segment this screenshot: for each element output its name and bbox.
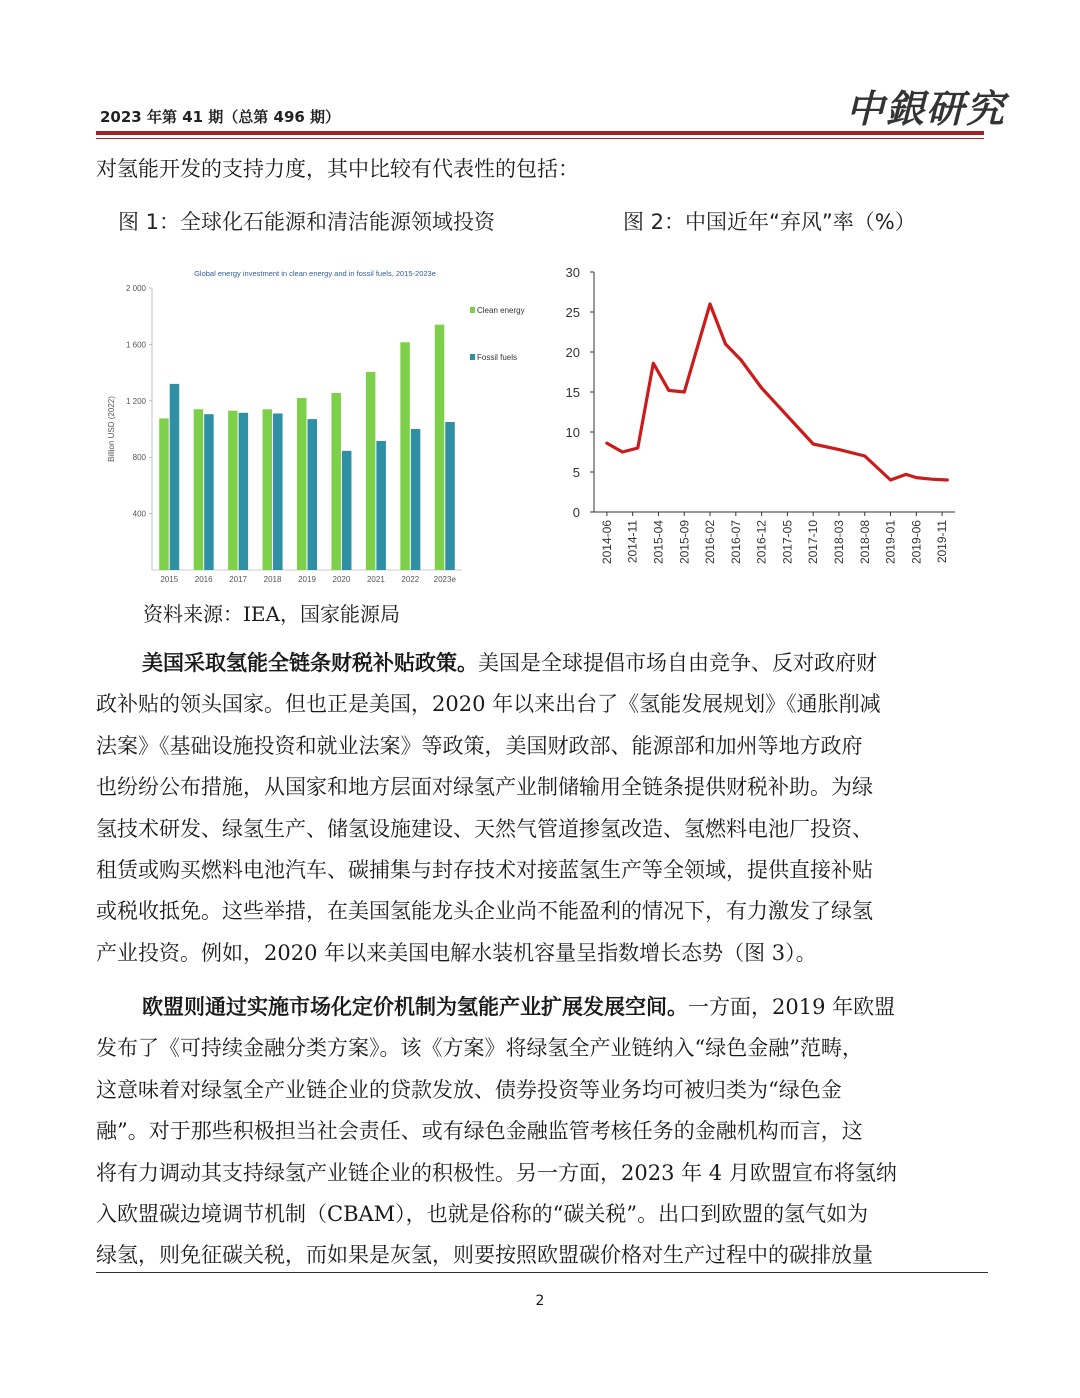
chart1-xtick-label: 2023e [433,575,456,584]
chart1-xtick-label: 2016 [194,575,213,584]
paragraph-text: 氢技术研发、绿氢生产、储氢设施建设、天然气管道掺氢改造、氢燃料电池厂投资、 [96,816,873,841]
chart1-xtick-label: 2021 [366,575,385,584]
chart2-ytick-label: 20 [565,345,580,360]
chart1-xtick-label: 2019 [298,575,316,584]
bar-clean-energy-2020 [331,393,341,570]
bar-clean-energy-2018 [263,409,273,570]
chart2-xtick-label: 2019-11 [935,520,950,564]
chart1-xtick-label: 2017 [229,575,248,584]
curtailment-rate-point [864,455,866,457]
paragraph-text: 发布了《可持续金融分类方案》。该《方案》将绿氢全产业链纳入“绿色金融”范畴， [96,1036,863,1061]
chart2-xtick-label: 2015-09 [677,520,692,565]
chart2-xtick-label: 2014-11 [625,520,640,564]
bar-fossil-fuels-2022 [411,429,421,570]
paragraph-text: 法案》《基础设施投资和就业法案》等政策，美国财政部、能源部和加州等地方政府 [96,733,863,758]
chart1-ylabel: Billion USD (2022) [107,396,116,462]
paragraph-text: 或税收抵免。这些举措，在美国氢能龙头企业尚不能盈利的情况下，有力激发了绿氢 [96,899,873,924]
paragraph-text: 租赁或购买燃料电池汽车、碳捕集与封存技术对接蓝氢生产等全领域，提供直接补贴 [96,858,873,882]
chart2-xtick-label: 2019-01 [883,520,898,565]
bar-fossil-fuels-2019 [308,419,318,570]
paragraph-line [142,992,988,1022]
chart2-xtick-label: 2018-03 [831,520,846,565]
paragraph-text: 美国是全球提倡市场自由竞争、反对政府财 [478,651,877,675]
paragraph-line [96,1240,988,1270]
header-rule [96,131,984,135]
curtailment-rate-point [916,477,918,479]
chart1-xtick-label: 2020 [332,575,351,584]
chart2-ytick-label: 30 [565,265,580,280]
chart1-xtick-label: 2018 [263,575,282,584]
paragraph-line [96,1033,988,1063]
paragraph-line [96,896,988,926]
chart2-xtick-label: 2017-10 [806,520,821,565]
curtailment-rate-point [683,391,685,393]
chart1-legend-swatch [470,354,475,360]
curtailment-rate-point [637,447,639,449]
paragraph-text: 产业投资。例如，2020 年以来美国电解水装机容量呈指数增长态势（图 3）。 [96,940,817,965]
chart2-ytick-label: 15 [565,385,580,400]
curtailment-rate-point [931,478,933,480]
bar-clean-energy-2017 [228,411,238,570]
publisher-logo: 中銀研究 [846,86,1007,131]
last-line-underline [96,1272,988,1273]
chart2-xtick-label: 2016-07 [728,520,743,565]
figure1-bar-chart [100,258,540,590]
chart2-xtick-label: 2016-02 [703,520,718,565]
bar-clean-energy-2016 [194,409,204,570]
bar-fossil-fuels-2016 [204,414,214,570]
chart1-ytick-label: 1 200 [125,396,146,406]
paragraph-line [96,938,988,968]
chart2-xtick-label: 2017-05 [780,520,795,565]
paragraph-text: 政补贴的领头国家。但也正是美国，2020 年以来出台了《氢能发展规划》《通胀削减 [96,692,881,717]
bar-clean-energy-2019 [297,398,307,570]
chart1-ytick-label: 2 000 [125,284,146,293]
curtailment-rate-point [725,343,727,345]
page-number: 2 [535,1293,545,1309]
paragraph-line [96,1116,988,1146]
chart2-xtick-label: 2016-12 [754,520,769,565]
bar-fossil-fuels-2015 [170,384,180,570]
chart1-ytick-label: 1 600 [125,340,146,350]
chart2-ytick-label: 25 [565,305,580,320]
paragraph-line [96,1199,988,1229]
bar-fossil-fuels-2020 [342,451,352,570]
curtailment-rate-point [653,362,655,364]
chart2-ytick-label: 10 [565,425,580,440]
curtailment-rate-point [761,387,763,389]
curtailment-rate-point [622,451,624,453]
bar-clean-energy-2015 [159,418,169,570]
curtailment-rate-point [905,474,907,476]
figure-source: 资料来源：IEA，国家能源局 [143,602,400,626]
paragraph-line [96,1075,988,1105]
curtailment-rate-point [606,442,608,444]
curtailment-rate-line [607,304,947,480]
curtailment-rate-point [812,443,814,445]
paragraph-lead-sentence: 欧盟则通过实施市场化定价机制为氢能产业扩展发展空间。 [142,995,688,1019]
paragraph-line [96,1158,988,1188]
paragraph-line [96,814,988,844]
header-rule-thin [96,138,984,139]
intro-line: 对氢能开发的支持力度，其中比较有代表性的包括： [96,157,579,181]
paragraph-text: 也纷纷公布措施，从国家和地方层面对绿氢产业制储输用全链条提供财税补助。为绿 [96,775,873,800]
bar-clean-energy-2023e [435,325,445,570]
chart2-xtick-label: 2018-08 [857,520,872,565]
chart2-ytick-label: 5 [572,465,580,480]
chart2-xtick-label: 2015-04 [651,520,666,565]
chart1-legend-label: Clean energy [477,306,525,315]
chart2-xtick-label: 2019-06 [909,520,924,565]
bar-fossil-fuels-2017 [239,413,249,570]
bar-fossil-fuels-2021 [376,441,386,570]
bar-fossil-fuels-2023e [445,422,455,570]
bar-clean-energy-2022 [400,342,410,570]
curtailment-rate-point [668,390,670,392]
chart2-ytick-label: 0 [572,505,580,520]
chart2-xtick-label: 2014-06 [599,520,614,565]
paragraph-line [142,648,988,678]
paragraph-line [96,855,988,885]
curtailment-rate-point [709,303,711,305]
figure2-line-chart [550,258,970,590]
paragraph-text: 入欧盟碳边境调节机制（CBAM），也就是俗称的“碳关税”。出口到欧盟的氢气如为 [96,1202,869,1226]
chart1-legend-label: Fossil fuels [477,353,518,362]
curtailment-rate-point [787,415,789,417]
curtailment-rate-point [740,359,742,361]
paragraph-line [96,772,988,802]
paragraph-text: 这意味着对绿氢全产业链企业的贷款发放、债券投资等业务均可被归类为“绿色金 [96,1077,842,1102]
paragraph-lead-sentence: 美国采取氢能全链条财税补贴政策。 [142,651,478,675]
paragraph-text: 将有力调动其支持绿氢产业链企业的积极性。另一方面，2023 年 4 月欧盟宣布将氢纳 [96,1160,897,1185]
figure2-title: 图 2：中国近年“弃风”率（%） [623,210,916,234]
figure1-title: 图 1：全球化石能源和清洁能源领域投资 [118,210,496,234]
bar-fossil-fuels-2018 [273,413,283,570]
chart1-legend-swatch [470,307,475,313]
issue-label: 2023 年第 41 期（总第 496 期） [100,108,341,126]
paragraph-line [96,731,988,761]
chart1-ytick-label: 800 [132,453,146,463]
chart1-xtick-label: 2015 [160,575,179,584]
paragraph-text: 融”。对于那些积极担当社会责任、或有绿色金融监管考核任务的金融机构而言，这 [96,1119,863,1144]
paragraph-text: 一方面，2019 年欧盟 [688,995,896,1019]
curtailment-rate-point [890,479,892,481]
curtailment-rate-point [838,449,840,451]
paragraph-line [96,689,988,719]
curtailment-rate-point [946,479,948,481]
chart1-xtick-label: 2022 [401,575,420,584]
chart1-title: Global energy investment in clean energy and in fossil fuels, 2015-2023e [194,269,436,278]
chart1-ytick-label: 400 [132,509,146,519]
paragraph-text: 绿氢，则免征碳关税，而如果是灰氢，则要按照欧盟碳价格对生产过程中的碳排放量 [96,1243,873,1268]
bar-clean-energy-2021 [366,372,376,570]
